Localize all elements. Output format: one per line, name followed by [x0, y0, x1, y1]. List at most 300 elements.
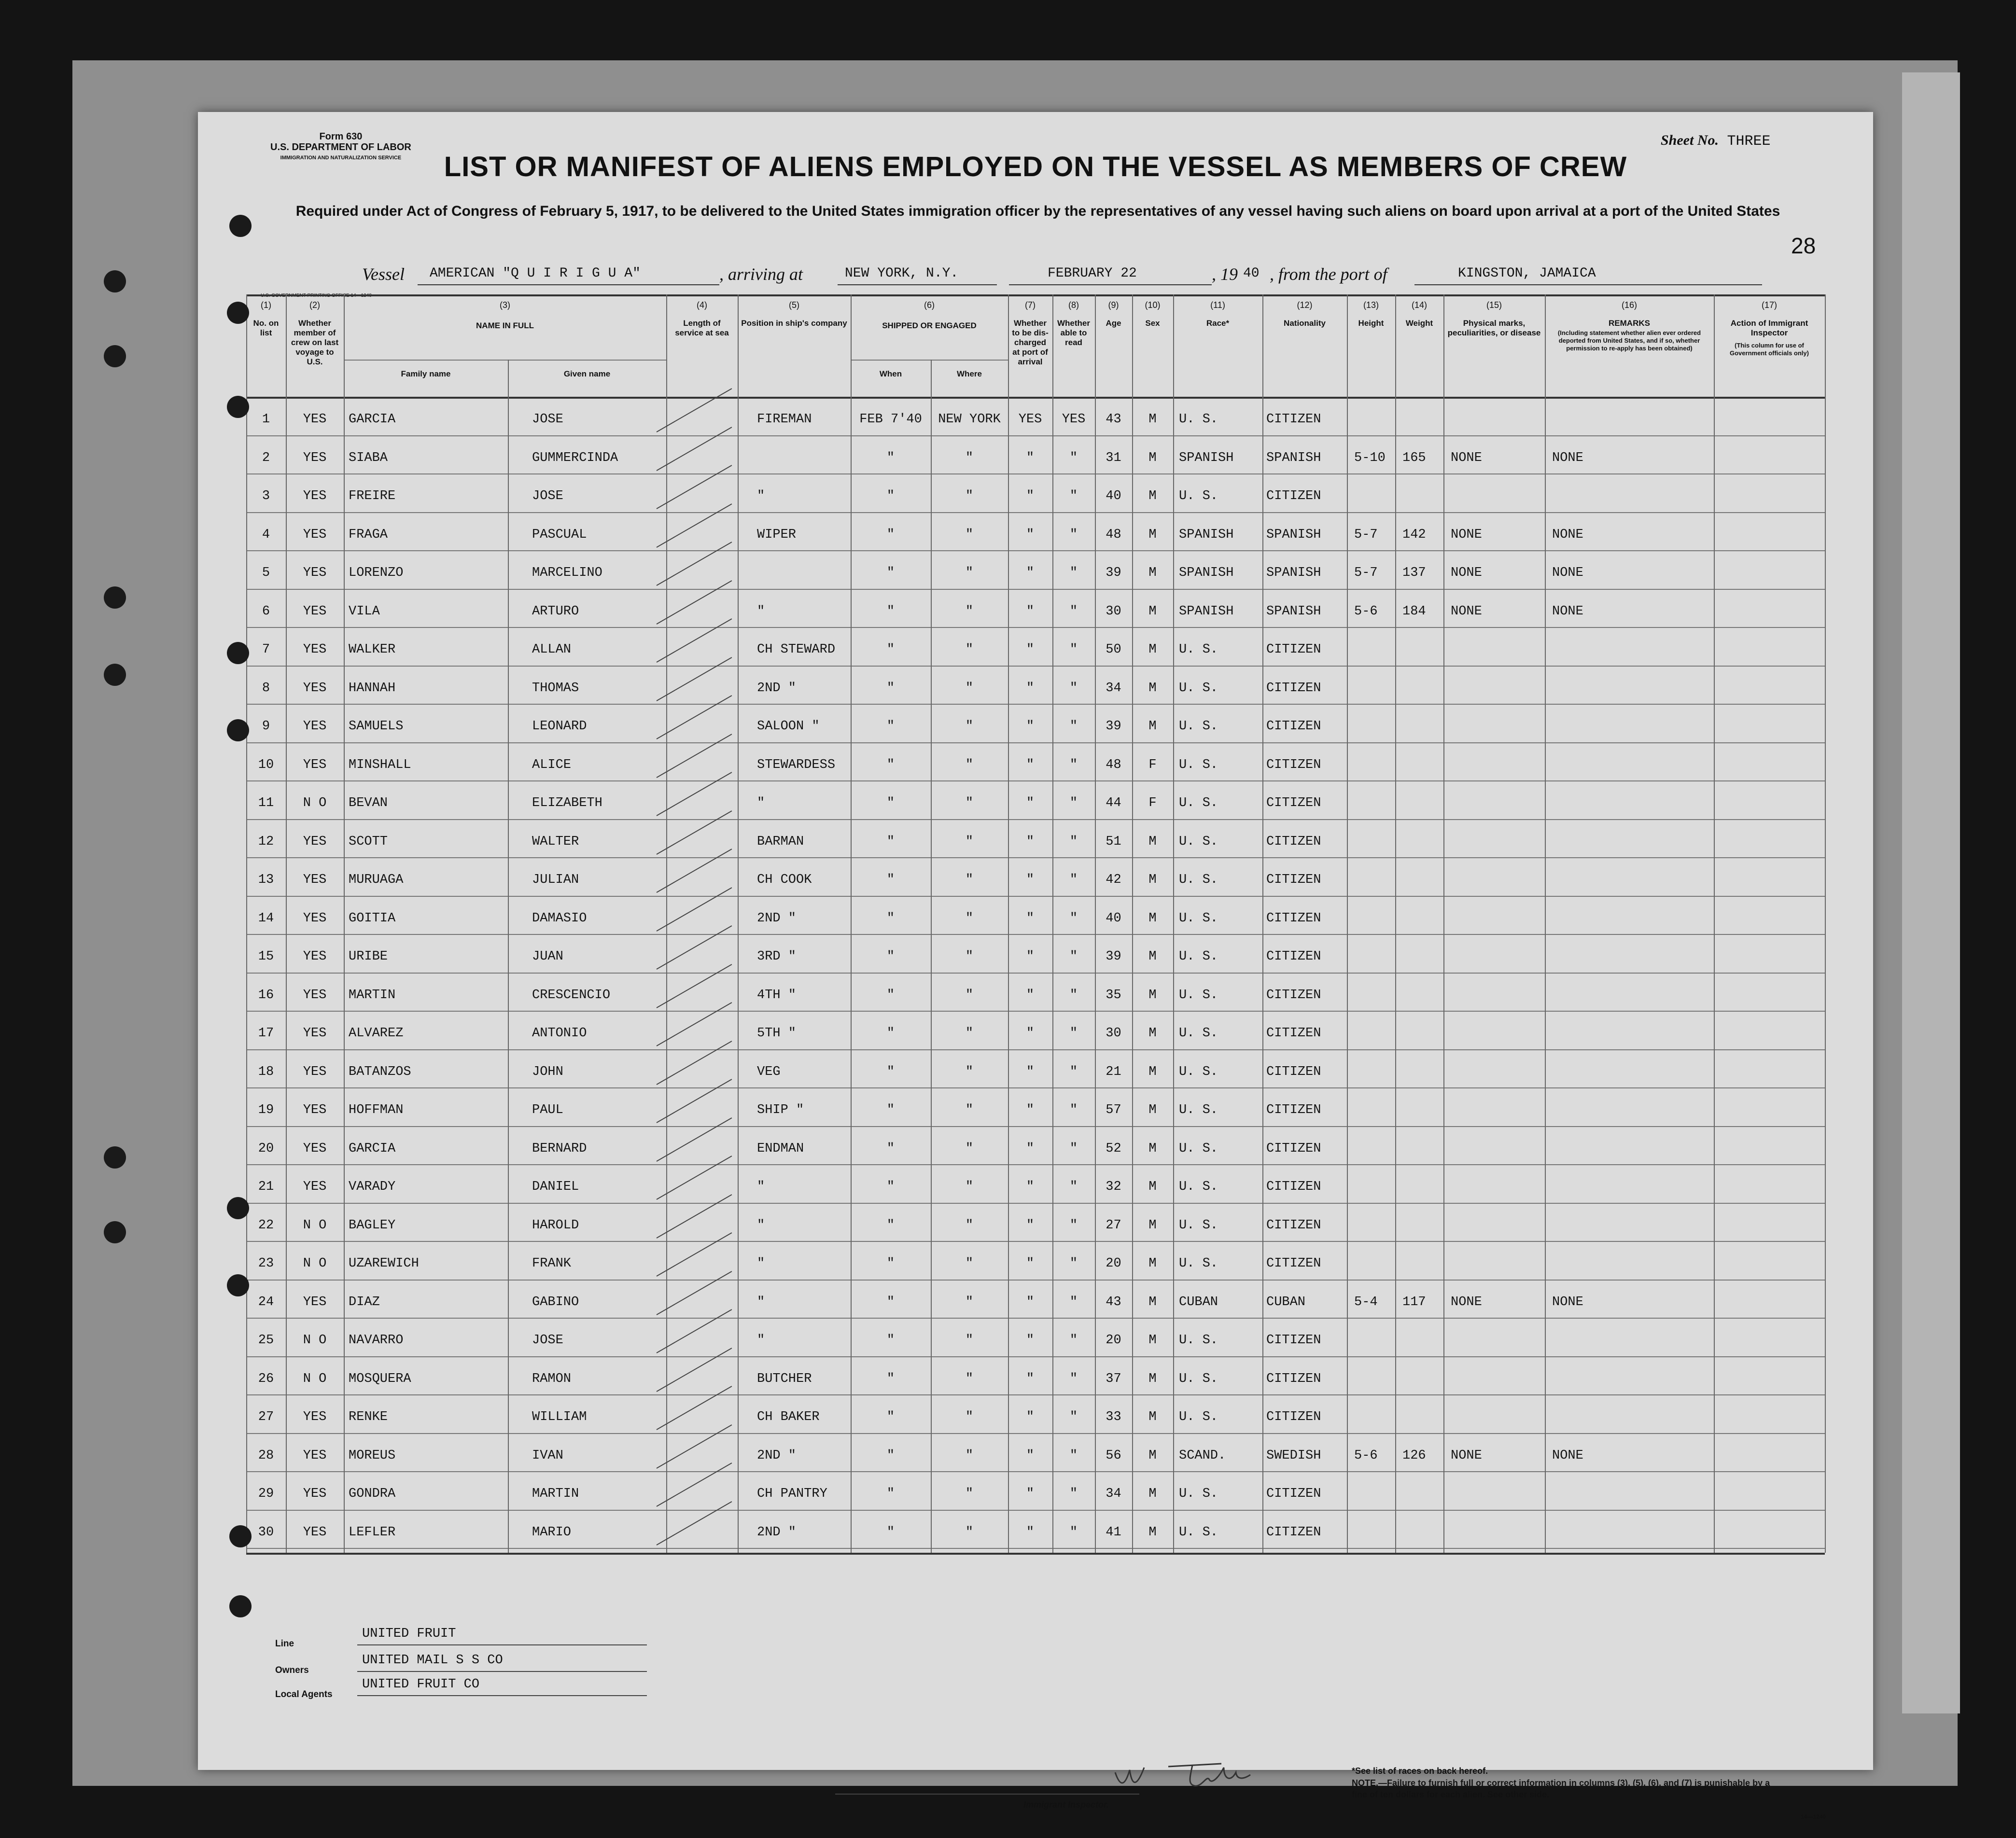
cell-given: GUMMERCINDA [532, 450, 618, 465]
cell-race: U. S. [1179, 1180, 1218, 1194]
cell-when: " [886, 988, 895, 1003]
cell-remarks: NONE [1552, 1448, 1583, 1463]
cell-read: " [1069, 988, 1078, 1003]
column-header-remarks-note: (Including statement whether alien ever ordered deported from United States, and if so, whether permission to re-apply has been obtained) [1557, 329, 1701, 352]
cell-position: 2ND " [757, 911, 797, 926]
binder-hole [227, 396, 249, 418]
cell-disch: " [1026, 1410, 1035, 1424]
service-tick-mark [657, 1309, 732, 1353]
cell-age: 41 [1106, 1525, 1121, 1540]
cell-given: IVAN [532, 1448, 563, 1463]
cell-family: DIAZ [349, 1295, 380, 1309]
cell-race: U. S. [1179, 1487, 1218, 1501]
service-tick-mark [657, 810, 732, 855]
column-header-shipped: SHIPPED OR ENGAGED [882, 321, 977, 330]
cell-position: " [757, 489, 765, 503]
cell-crew: YES [303, 566, 327, 580]
cell-crew: YES [303, 757, 327, 772]
service-tick-mark [657, 542, 732, 586]
cell-sex: M [1148, 527, 1157, 542]
cell-read: " [1069, 719, 1078, 734]
row-rule [246, 1280, 1825, 1281]
cell-no: 24 [258, 1295, 274, 1309]
binder-hole [229, 215, 252, 237]
cell-age: 20 [1106, 1256, 1121, 1271]
cell-sex: M [1148, 1180, 1157, 1194]
column-number: (2) [309, 300, 320, 310]
cell-family: HOFFMAN [349, 1103, 404, 1117]
cell-height: 5-6 [1354, 1448, 1378, 1463]
cell-marks: NONE [1451, 527, 1482, 542]
service-tick-mark [657, 695, 732, 739]
cell-nat: CITIZEN [1266, 1410, 1321, 1424]
vessel-underline [418, 284, 719, 285]
column-number: (6) [924, 300, 935, 310]
binder-hole [104, 345, 126, 367]
sheet-number [1661, 132, 1771, 150]
row-rule [246, 627, 1825, 628]
cell-disch: " [1026, 834, 1035, 849]
cell-family: RENKE [349, 1410, 388, 1424]
arrival-year: 40 [1243, 266, 1260, 281]
cell-crew: YES [303, 681, 327, 696]
cell-no: 18 [258, 1064, 274, 1079]
row-rule [246, 1394, 1825, 1395]
column-number: (3) [500, 300, 510, 310]
cell-sex: M [1148, 604, 1157, 619]
row-rule [246, 589, 1825, 590]
cell-race: U. S. [1179, 949, 1218, 964]
cell-age: 37 [1106, 1371, 1121, 1386]
service-tick-mark [657, 1041, 732, 1085]
cell-no: 3 [262, 489, 270, 503]
cell-weight: 184 [1402, 604, 1426, 619]
column-header-no-on-list: No. on list [253, 319, 279, 337]
row-rule [246, 934, 1825, 935]
column-header-nationality: Nationality [1284, 319, 1326, 328]
cell-where: " [965, 1448, 974, 1463]
cell-family: ALVAREZ [349, 1026, 404, 1041]
cell-given: LEONARD [532, 719, 587, 734]
cell-where: " [965, 527, 974, 542]
cell-crew: YES [303, 489, 327, 503]
penalty-note: NOTE.—Failure to furnish full or correct information in columns (3), (5), (6), and (7) is punishable by a fine of ten dollars for each alien. See other side. [1352, 1778, 1770, 1799]
cell-nat: CITIZEN [1266, 796, 1321, 810]
service-tick-mark [657, 657, 732, 701]
column-number: (12) [1297, 300, 1313, 310]
cell-race: U. S. [1179, 642, 1218, 657]
binder-hole [227, 1197, 249, 1219]
cell-given: THOMAS [532, 681, 579, 696]
cell-remarks: NONE [1552, 450, 1583, 465]
binder-hole [104, 270, 126, 292]
cell-disch: " [1026, 1487, 1035, 1501]
cell-position: BUTCHER [757, 1371, 812, 1386]
cell-height: 5-4 [1354, 1295, 1378, 1309]
column-header-family-name: Family name [401, 369, 451, 378]
cell-nat: CITIZEN [1266, 1256, 1321, 1271]
cell-remarks: NONE [1552, 566, 1583, 580]
cell-crew: YES [303, 1525, 327, 1540]
cell-disch: " [1026, 1180, 1035, 1194]
vessel-name: AMERICAN "Q U I R I G U A" [430, 266, 641, 281]
cell-given: JOHN [532, 1064, 563, 1079]
department-name: U.S. DEPARTMENT OF LABOR [270, 142, 411, 153]
service-tick-mark [657, 580, 732, 625]
cell-race: U. S. [1179, 1218, 1218, 1233]
cell-when: " [886, 834, 895, 849]
cell-when: " [886, 796, 895, 810]
column-number: (10) [1145, 300, 1161, 310]
column-number: (4) [697, 300, 707, 310]
cell-position: " [757, 604, 765, 619]
cell-race: SPANISH [1179, 527, 1234, 542]
page-number: 28 [1791, 233, 1816, 258]
owners-label: Owners [275, 1665, 309, 1675]
cell-race: U. S. [1179, 681, 1218, 696]
cell-read: " [1069, 1141, 1078, 1156]
form-subtitle: Required under Act of Congress of February 5, 1917, to be delivered to the United States immigration officer by the representatives of any vessel having such aliens on board upon arrival at a port of the United States [295, 203, 1780, 219]
cell-family: BATANZOS [349, 1064, 411, 1079]
from-port: KINGSTON, JAMAICA [1458, 266, 1596, 281]
cell-age: 39 [1106, 719, 1121, 734]
column-header-race: Race* [1206, 319, 1230, 328]
cell-no: 19 [258, 1103, 274, 1117]
cell-family: BEVAN [349, 796, 388, 810]
cell-age: 32 [1106, 1180, 1121, 1194]
cell-no: 26 [258, 1371, 274, 1386]
cell-crew: YES [303, 1064, 327, 1079]
cell-family: MINSHALL [349, 757, 411, 772]
cell-family: UZAREWICH [349, 1256, 419, 1271]
cell-position: FIREMAN [757, 412, 812, 427]
cell-no: 15 [258, 949, 274, 964]
cell-when: " [886, 1256, 895, 1271]
cell-age: 34 [1106, 1487, 1121, 1501]
column-number: (1) [261, 300, 271, 310]
cell-given: JULIAN [532, 873, 579, 887]
cell-given: JOSE [532, 1333, 563, 1348]
cell-where: " [965, 1218, 974, 1233]
cell-position: CH BAKER [757, 1410, 820, 1424]
cell-nat: CITIZEN [1266, 988, 1321, 1003]
cell-when: " [886, 604, 895, 619]
cell-family: URIBE [349, 949, 388, 964]
cell-age: 21 [1106, 1064, 1121, 1079]
cell-crew: YES [303, 834, 327, 849]
cell-where: " [965, 1333, 974, 1348]
cell-family: GARCIA [349, 412, 396, 427]
cell-where: " [965, 681, 974, 696]
cell-race: U. S. [1179, 834, 1218, 849]
cell-given: DAMASIO [532, 911, 587, 926]
binder-hole [229, 1525, 252, 1547]
cell-when: " [886, 949, 895, 964]
column-rule [666, 294, 667, 1553]
column-number: (13) [1363, 300, 1379, 310]
cell-remarks: NONE [1552, 604, 1583, 619]
cell-crew: YES [303, 719, 327, 734]
cell-when: " [886, 1410, 895, 1424]
cell-family: GARCIA [349, 1141, 396, 1156]
cell-race: U. S. [1179, 1064, 1218, 1079]
cell-given: PAUL [532, 1103, 563, 1117]
row-rule [246, 973, 1825, 974]
cell-disch: " [1026, 566, 1035, 580]
service-tick-mark [657, 1271, 732, 1315]
cell-crew: YES [303, 1410, 327, 1424]
binder-hole [227, 1274, 249, 1296]
cell-family: LORENZO [349, 566, 404, 580]
cell-read: " [1069, 1410, 1078, 1424]
vessel-line [362, 264, 1762, 284]
cell-age: 43 [1106, 412, 1121, 427]
cell-sex: F [1148, 757, 1157, 772]
cell-no: 6 [262, 604, 270, 619]
column-rule [1173, 294, 1174, 1553]
cell-crew: YES [303, 604, 327, 619]
column-rule [1825, 294, 1826, 1553]
cell-where: " [965, 757, 974, 772]
form-number: Form 630 [319, 131, 363, 142]
cell-read: " [1069, 873, 1078, 887]
cell-race: U. S. [1179, 719, 1218, 734]
cell-age: 50 [1106, 642, 1121, 657]
cell-no: 23 [258, 1256, 274, 1271]
cell-disch: " [1026, 988, 1035, 1003]
row-rule [246, 1087, 1825, 1088]
row-rule [246, 1510, 1825, 1511]
cell-height: 5-7 [1354, 527, 1378, 542]
cell-disch: " [1026, 796, 1035, 810]
cell-when: " [886, 1295, 895, 1309]
cell-where: " [965, 1410, 974, 1424]
column-rule [738, 294, 739, 1553]
cell-family: MOSQUERA [349, 1371, 411, 1386]
cell-sex: F [1148, 796, 1157, 810]
cell-crew: YES [303, 1141, 327, 1156]
binder-hole [104, 1146, 126, 1169]
row-rule [246, 666, 1825, 667]
cell-sex: M [1148, 1333, 1157, 1348]
cell-age: 40 [1106, 489, 1121, 503]
cell-given: DANIEL [532, 1180, 579, 1194]
cell-race: U. S. [1179, 757, 1218, 772]
column-header-where: Where [957, 369, 982, 378]
cell-height: 5-10 [1354, 450, 1386, 465]
cell-sex: M [1148, 1448, 1157, 1463]
service-tick-mark [657, 1386, 732, 1430]
cell-where: " [965, 1180, 974, 1194]
cell-nat: CITIZEN [1266, 681, 1321, 696]
cell-age: 30 [1106, 1026, 1121, 1041]
binder-hole [227, 642, 249, 664]
cell-age: 40 [1106, 911, 1121, 926]
cell-sex: M [1148, 642, 1157, 657]
backing-sheet-edge [1902, 72, 1960, 1713]
service-tick-mark [657, 849, 732, 893]
cell-when: " [886, 911, 895, 926]
cell-when: " [886, 1448, 895, 1463]
cell-no: 25 [258, 1333, 274, 1348]
cell-given: JUAN [532, 949, 563, 964]
cell-height: 5-7 [1354, 566, 1378, 580]
cell-read: " [1069, 911, 1078, 926]
cell-given: ANTONIO [532, 1026, 587, 1041]
cell-sex: M [1148, 719, 1157, 734]
cell-crew: YES [303, 642, 327, 657]
cell-read: " [1069, 1448, 1078, 1463]
service-tick-mark [657, 1156, 732, 1200]
cell-where: " [965, 988, 974, 1003]
cell-disch: " [1026, 681, 1035, 696]
cell-sex: M [1148, 1371, 1157, 1386]
cell-no: 16 [258, 988, 274, 1003]
owners-underline [357, 1671, 647, 1672]
cell-weight: 165 [1402, 450, 1426, 465]
cell-race: U. S. [1179, 1333, 1218, 1348]
header-bottom-rule [246, 397, 1825, 399]
cell-given: WALTER [532, 834, 579, 849]
cell-family: SAMUELS [349, 719, 404, 734]
cell-race: SPANISH [1179, 450, 1234, 465]
cell-disch: " [1026, 450, 1035, 465]
cell-where: " [965, 450, 974, 465]
cell-nat: CITIZEN [1266, 1218, 1321, 1233]
cell-sex: M [1148, 566, 1157, 580]
column-rule [1347, 294, 1348, 1553]
cell-nat: SPANISH [1266, 566, 1321, 580]
cell-when: " [886, 719, 895, 734]
column-number: (17) [1761, 300, 1777, 310]
cell-read: " [1069, 757, 1078, 772]
cell-no: 5 [262, 566, 270, 580]
cell-disch: " [1026, 1103, 1035, 1117]
cell-sex: M [1148, 1026, 1157, 1041]
cell-age: 20 [1106, 1333, 1121, 1348]
cell-no: 27 [258, 1410, 274, 1424]
cell-nat: CUBAN [1266, 1295, 1306, 1309]
row-rule [246, 473, 1825, 474]
cell-where: NEW YORK [938, 412, 1001, 427]
column-header-weight: Weight [1405, 319, 1433, 328]
column-rule [1545, 294, 1546, 1553]
shipped-subheader-rule [851, 360, 1008, 361]
cell-family: GOITIA [349, 911, 396, 926]
cell-where: " [965, 1295, 974, 1309]
cell-age: 39 [1106, 949, 1121, 964]
cell-position: BARMAN [757, 834, 804, 849]
column-number: (15) [1486, 300, 1502, 310]
cell-where: " [965, 489, 974, 503]
row-rule [246, 742, 1825, 743]
cell-family: FREIRE [349, 489, 396, 503]
line-label: Line [275, 1639, 294, 1649]
cell-when: " [886, 1103, 895, 1117]
cell-when: " [886, 681, 895, 696]
line-underline [357, 1644, 647, 1645]
cell-race: U. S. [1179, 873, 1218, 887]
cell-position: 5TH " [757, 1026, 797, 1041]
cell-read: " [1069, 834, 1078, 849]
cell-family: VILA [349, 604, 380, 619]
cell-given: ALLAN [532, 642, 572, 657]
row-rule [246, 1548, 1825, 1549]
column-rule [1395, 294, 1396, 1553]
service-tick-mark [657, 1462, 732, 1507]
cell-no: 28 [258, 1448, 274, 1463]
table-top-rule [246, 294, 1825, 296]
cell-race: U. S. [1179, 1141, 1218, 1156]
cell-disch: " [1026, 1141, 1035, 1156]
cell-where: " [965, 566, 974, 580]
cell-given: JOSE [532, 489, 563, 503]
row-rule [246, 1011, 1825, 1012]
cell-crew: YES [303, 1026, 327, 1041]
cell-position: WIPER [757, 527, 797, 542]
cell-nat: CITIZEN [1266, 1026, 1321, 1041]
cell-height: 5-6 [1354, 604, 1378, 619]
cell-when: " [886, 1026, 895, 1041]
cell-position: VEG [757, 1064, 781, 1079]
cell-weight: 117 [1402, 1295, 1426, 1309]
cell-marks: NONE [1451, 1295, 1482, 1309]
service-tick-mark [657, 734, 732, 778]
cell-where: " [965, 1256, 974, 1271]
form-code: 14—1240 [1801, 1813, 1826, 1820]
cell-position: 2ND " [757, 681, 797, 696]
cell-marks: NONE [1451, 1448, 1482, 1463]
printer-note: U.S. GOVERNMENT PRINTING OFFICE 14—1240 [261, 293, 372, 298]
from-port-underline [1414, 284, 1762, 285]
arriving-label: , arriving at [719, 265, 803, 284]
cell-read: " [1069, 796, 1078, 810]
cell-position: " [757, 1295, 765, 1309]
cell-given: ELIZABETH [532, 796, 602, 810]
service-tick-mark [657, 887, 732, 932]
cell-family: VARADY [349, 1180, 396, 1194]
cell-read: " [1069, 1487, 1078, 1501]
cell-sex: M [1148, 1410, 1157, 1424]
cell-where: " [965, 719, 974, 734]
cell-race: U. S. [1179, 796, 1218, 810]
service-tick-mark [657, 964, 732, 1008]
cell-age: 43 [1106, 1295, 1121, 1309]
cell-disch: " [1026, 1525, 1035, 1540]
cell-age: 33 [1106, 1410, 1121, 1424]
cell-sex: M [1148, 489, 1157, 503]
cell-crew: N O [303, 1256, 327, 1271]
cell-sex: M [1148, 450, 1157, 465]
cell-family: BAGLEY [349, 1218, 396, 1233]
column-header-physical: Physical marks, peculiarities, or disease [1447, 319, 1541, 337]
cell-read: " [1069, 681, 1078, 696]
arrival-port: NEW YORK, N.Y. [845, 266, 959, 281]
row-rule [246, 780, 1825, 781]
cell-no: 9 [262, 719, 270, 734]
cell-when: " [886, 566, 895, 580]
cell-family: GONDRA [349, 1487, 396, 1501]
cell-race: U. S. [1179, 1525, 1218, 1540]
cell-sex: M [1148, 1256, 1157, 1271]
cell-read: " [1069, 1295, 1078, 1309]
column-header-able-read: Whether able to read [1057, 319, 1090, 347]
cell-disch: YES [1018, 412, 1042, 427]
cell-read: " [1069, 566, 1078, 580]
cell-age: 57 [1106, 1103, 1121, 1117]
cell-race: U. S. [1179, 988, 1218, 1003]
cell-family: MOREUS [349, 1448, 396, 1463]
